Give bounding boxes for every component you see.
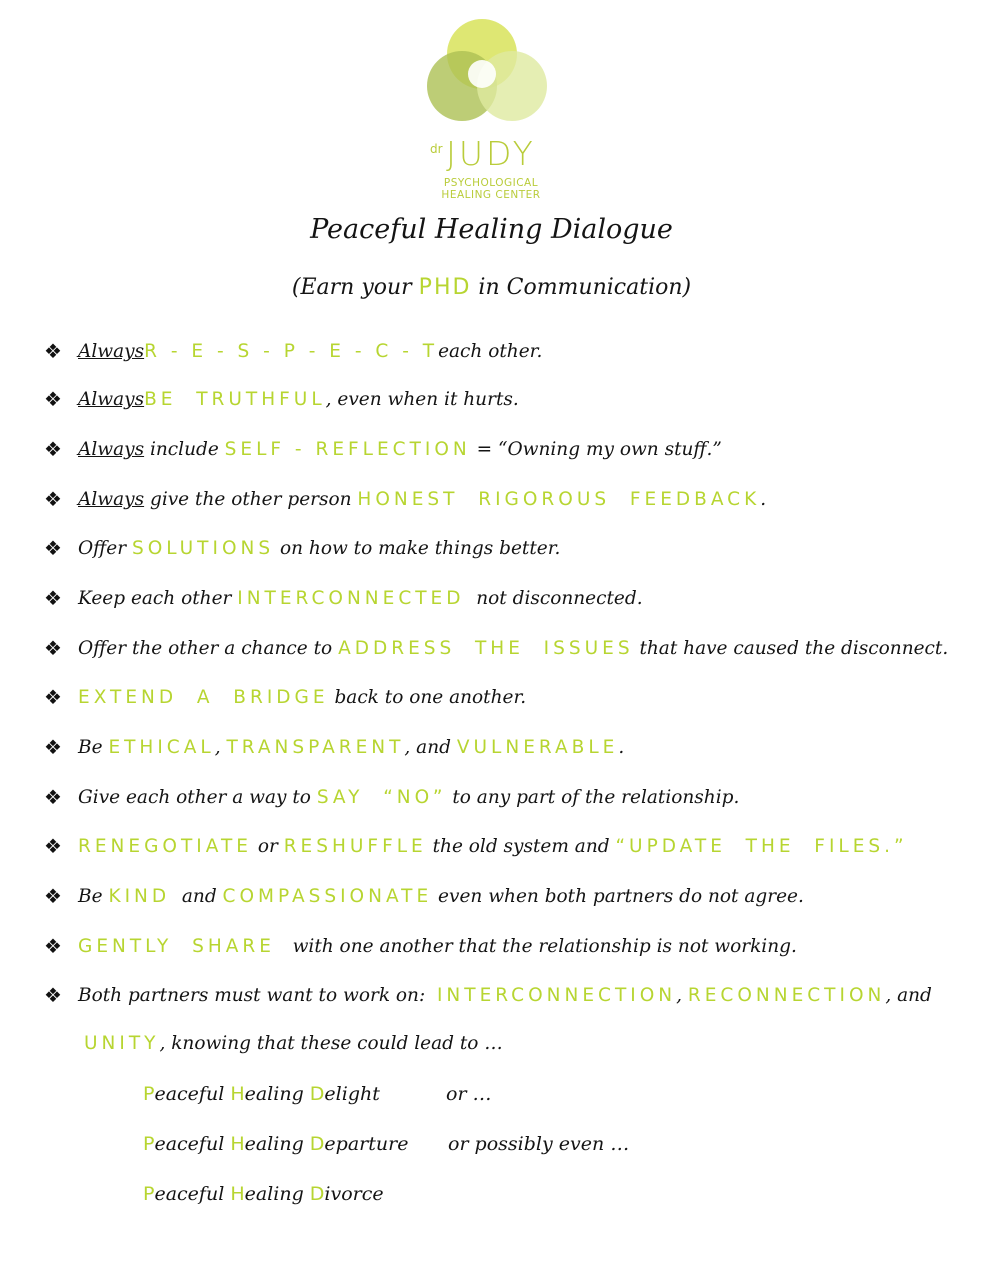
logo-line1: PSYCHOLOGICAL: [443, 177, 539, 189]
item-text: Always: [78, 341, 145, 362]
phd-initial: H: [230, 1133, 245, 1155]
phd-tail: or possibly even …: [448, 1133, 630, 1155]
list-item: [44, 387, 519, 411]
phd-initial: D: [309, 1183, 325, 1205]
phd-line: [143, 1183, 384, 1205]
item-text: Be: [78, 886, 109, 907]
phd-word: eaceful: [154, 1133, 231, 1155]
item-text: on how to make things better.: [274, 538, 561, 559]
highlight-text: BE TRUTHFUL: [144, 389, 326, 410]
continuation-highlight: UNITY: [84, 1033, 160, 1054]
item-text: the old system and: [426, 836, 616, 857]
page-subtitle: [0, 275, 983, 300]
item-text: ,: [214, 737, 227, 758]
logo-line2: HEALING CENTER: [441, 189, 541, 201]
item-text: ,: [676, 985, 688, 1006]
four-diamonds-icon: ❖: [44, 685, 62, 709]
phd-tail: or …: [446, 1083, 492, 1105]
highlight-text: RENEGOTIATE: [78, 836, 252, 857]
highlight-text: HONEST RIGOROUS FEEDBACK: [357, 489, 761, 510]
logo-dr: dr: [430, 142, 443, 156]
phd-word: ealing: [244, 1083, 310, 1105]
list-item: [44, 983, 932, 1007]
highlight-text: RESHUFFLE: [283, 836, 427, 857]
list-item: [44, 586, 643, 610]
highlight-text: R - E - S - P - E - C - T: [144, 341, 439, 362]
list-item: [44, 785, 739, 809]
item-text: , and: [404, 737, 457, 758]
item-text: .: [618, 737, 625, 758]
highlight-text: “UPDATE THE FILES.”: [615, 836, 908, 857]
phd-word: elight: [324, 1083, 380, 1105]
phd-word: eaceful: [154, 1083, 231, 1105]
item-text: = “Owning my own stuff.”: [470, 439, 722, 460]
four-diamonds-icon: ❖: [44, 636, 62, 660]
four-diamonds-icon: ❖: [44, 735, 62, 759]
item-text: and: [170, 886, 223, 907]
list-item: [44, 636, 948, 660]
subtitle-pre: (Earn your: [291, 275, 412, 300]
item-text: Offer: [78, 538, 132, 559]
highlight-text: KIND: [108, 886, 171, 907]
highlight-text: TRANSPARENT: [226, 737, 405, 758]
item-text: Be: [78, 737, 109, 758]
item-text: include: [144, 439, 225, 460]
item-text: Both partners must want to work on:: [78, 985, 437, 1006]
highlight-text: GENTLY SHARE: [78, 936, 275, 957]
phd-initial: H: [230, 1183, 245, 1205]
four-diamonds-icon: ❖: [44, 586, 62, 610]
item-text: .: [760, 489, 767, 510]
phd-initial: P: [143, 1183, 155, 1205]
highlight-text: ADDRESS THE ISSUES: [338, 638, 634, 659]
venn-logo-icon: [426, 14, 556, 139]
item-text: give the other person: [144, 489, 358, 510]
four-diamonds-icon: ❖: [44, 934, 62, 958]
four-diamonds-icon: ❖: [44, 339, 62, 363]
phd-initial: P: [143, 1083, 155, 1105]
phd-word: eparture: [324, 1133, 409, 1155]
phd-word: ivorce: [324, 1183, 384, 1205]
four-diamonds-icon: ❖: [44, 437, 62, 461]
highlight-text: SOLUTIONS: [131, 538, 275, 559]
item-text: not disconnected.: [464, 588, 643, 609]
item-text: Offer the other a chance to: [78, 638, 339, 659]
item-text: , and: [885, 985, 932, 1006]
four-diamonds-icon: ❖: [44, 983, 62, 1007]
phd-word: ealing: [244, 1133, 310, 1155]
phd-initial: P: [143, 1133, 155, 1155]
four-diamonds-icon: ❖: [44, 387, 62, 411]
item-text: Always: [78, 489, 145, 510]
item-text: or: [251, 836, 284, 857]
highlight-text: SAY “NO”: [316, 787, 447, 808]
item-text: to any part of the relationship.: [446, 787, 740, 808]
highlight-text: INTERCONNECTED: [237, 588, 465, 609]
four-diamonds-icon: ❖: [44, 785, 62, 809]
highlight-text: COMPASSIONATE: [222, 886, 433, 907]
item-text: each other.: [438, 341, 543, 362]
list-item: [44, 735, 624, 759]
item-text: Always: [78, 389, 145, 410]
list-item: [44, 685, 526, 709]
page-title: Peaceful Healing Dialogue: [310, 214, 673, 245]
item-text: even when both partners do not agree.: [432, 886, 804, 907]
phd-initial: H: [230, 1083, 245, 1105]
list-item: [44, 934, 797, 958]
subtitle-highlight: PHD: [418, 275, 472, 300]
highlight-text: ETHICAL: [108, 737, 215, 758]
list-item: [44, 437, 722, 461]
item-text: that have caused the disconnect.: [633, 638, 949, 659]
highlight-text: RECONNECTION: [687, 985, 886, 1006]
phd-initial: D: [309, 1133, 325, 1155]
item-text: Keep each other: [78, 588, 238, 609]
phd-word: eaceful: [154, 1183, 231, 1205]
logo-name: JUDY: [446, 134, 536, 173]
item-text: Give each other a way to: [78, 787, 317, 808]
four-diamonds-icon: ❖: [44, 536, 62, 560]
list-item: [44, 834, 908, 858]
item-text: Always: [78, 439, 145, 460]
list-item-continuation: [84, 1033, 503, 1054]
phd-initial: D: [309, 1083, 325, 1105]
list-item: [44, 339, 542, 363]
highlight-text: EXTEND A BRIDGE: [78, 687, 329, 708]
highlight-text: INTERCONNECTION: [436, 985, 677, 1006]
list-item: [44, 487, 766, 511]
continuation-text: , knowing that these could lead to …: [159, 1033, 503, 1054]
phd-line: [143, 1083, 380, 1105]
subtitle-post: in Communication): [478, 275, 692, 300]
four-diamonds-icon: ❖: [44, 487, 62, 511]
item-text: back to one another.: [328, 687, 527, 708]
highlight-text: SELF - REFLECTION: [224, 439, 471, 460]
phd-line: [143, 1133, 408, 1155]
logo: [426, 14, 556, 199]
list-item: [44, 884, 804, 908]
item-text: , even when it hurts.: [325, 389, 519, 410]
list-item: [44, 536, 560, 560]
four-diamonds-icon: ❖: [44, 884, 62, 908]
four-diamonds-icon: ❖: [44, 834, 62, 858]
highlight-text: VULNERABLE: [456, 737, 619, 758]
phd-word: ealing: [244, 1183, 310, 1205]
item-text: with one another that the relationship is not working.: [274, 936, 797, 957]
